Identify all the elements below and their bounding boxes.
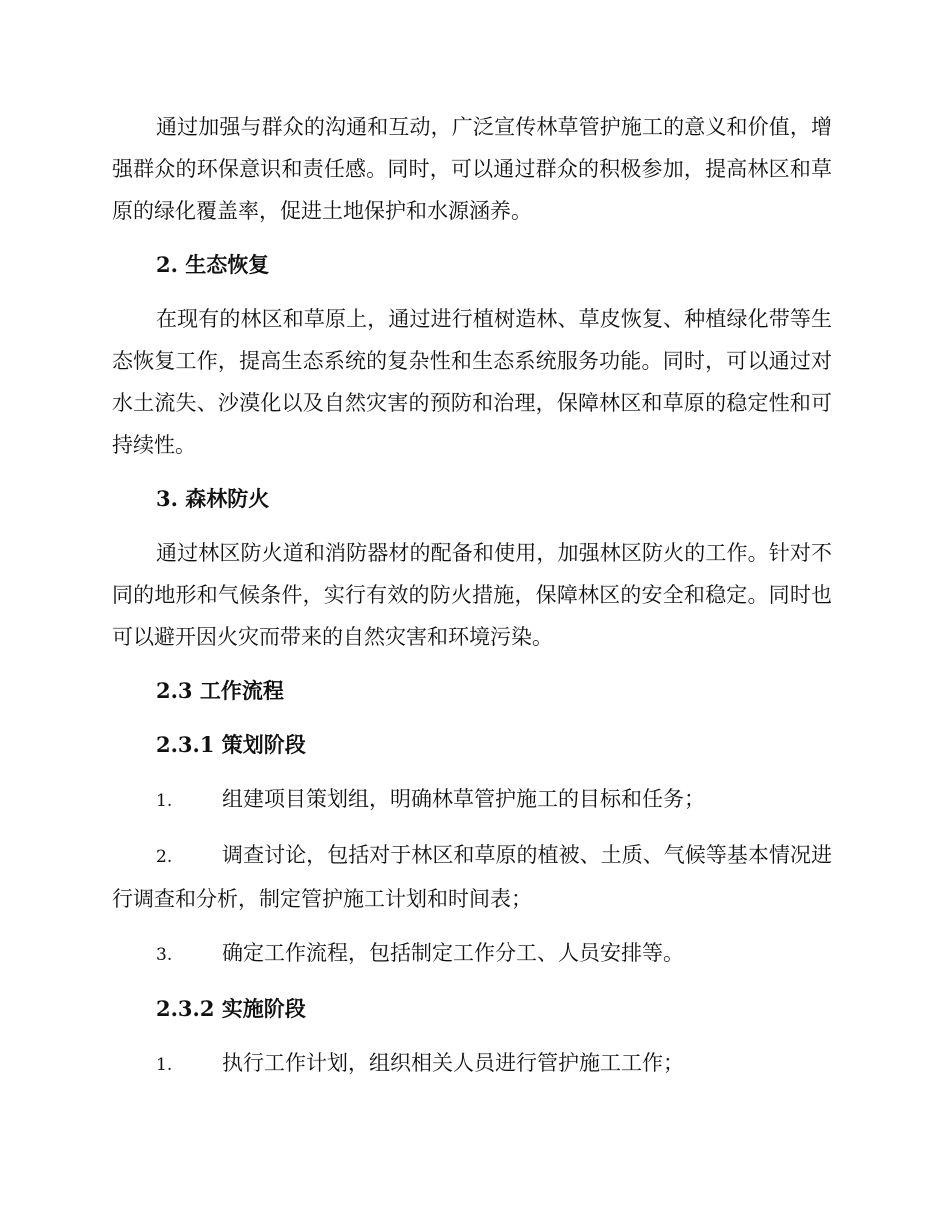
list-item [112,834,832,920]
heading-forest-fire-prevention: 3. 森林防火 [156,486,270,511]
list-item [112,778,832,822]
list-item-text: 确定工作流程，包括制定工作分工、人员安排等。 [222,941,684,965]
heading-implementation-stage: 2.3.2 实施阶段 [156,996,306,1021]
list-item [112,1042,832,1086]
paragraph-ecological-restoration: 在现有的林区和草原上，通过进行植树造林、草皮恢复、种植绿化带等生态恢复工作，提高生态系统的复杂性和生态系统服务功能。同时，可以通过对水土流失、沙漠化以及自然灾害的预防和治理，保障林区和草原的稳定性和可持续性。 [112,307,832,457]
heading-planning-stage: 2.3.1 策划阶段 [156,732,306,757]
document-page [112,106,832,1086]
list-item-text: 执行工作计划，组织相关人员进行管护施工工作； [222,1051,684,1075]
paragraph-forest-fire-prevention: 通过林区防火道和消防器材的配备和使用，加强林区防火的工作。针对不同的地形和气候条件，实行有效的防火措施，保障林区的安全和稳定。同时也可以避开因火灾而带来的自然灾害和环境污染。 [112,541,832,649]
list-number: 1. [156,1055,173,1075]
list-number: 3. [156,945,173,965]
list-number: 1. [156,791,173,811]
heading-workflow: 2.3 工作流程 [156,678,284,703]
list-item-text: 调查讨论，包括对于林区和草原的植被、土质、气候等基本情况进行调查和分析，制定管护施工计划和时间表； [112,843,832,911]
list-number: 2. [156,847,173,867]
paragraph-publicity: 通过加强与群众的沟通和互动，广泛宣传林草管护施工的意义和价值，增强群众的环保意识和责任感。同时，可以通过群众的积极参加，提高林区和草原的绿化覆盖率，促进土地保护和水源涵养。 [112,115,832,223]
heading-ecological-restoration: 2. 生态恢复 [156,252,270,277]
list-item [112,932,832,976]
list-item-text: 组建项目策划组，明确林草管护施工的目标和任务； [222,787,705,811]
